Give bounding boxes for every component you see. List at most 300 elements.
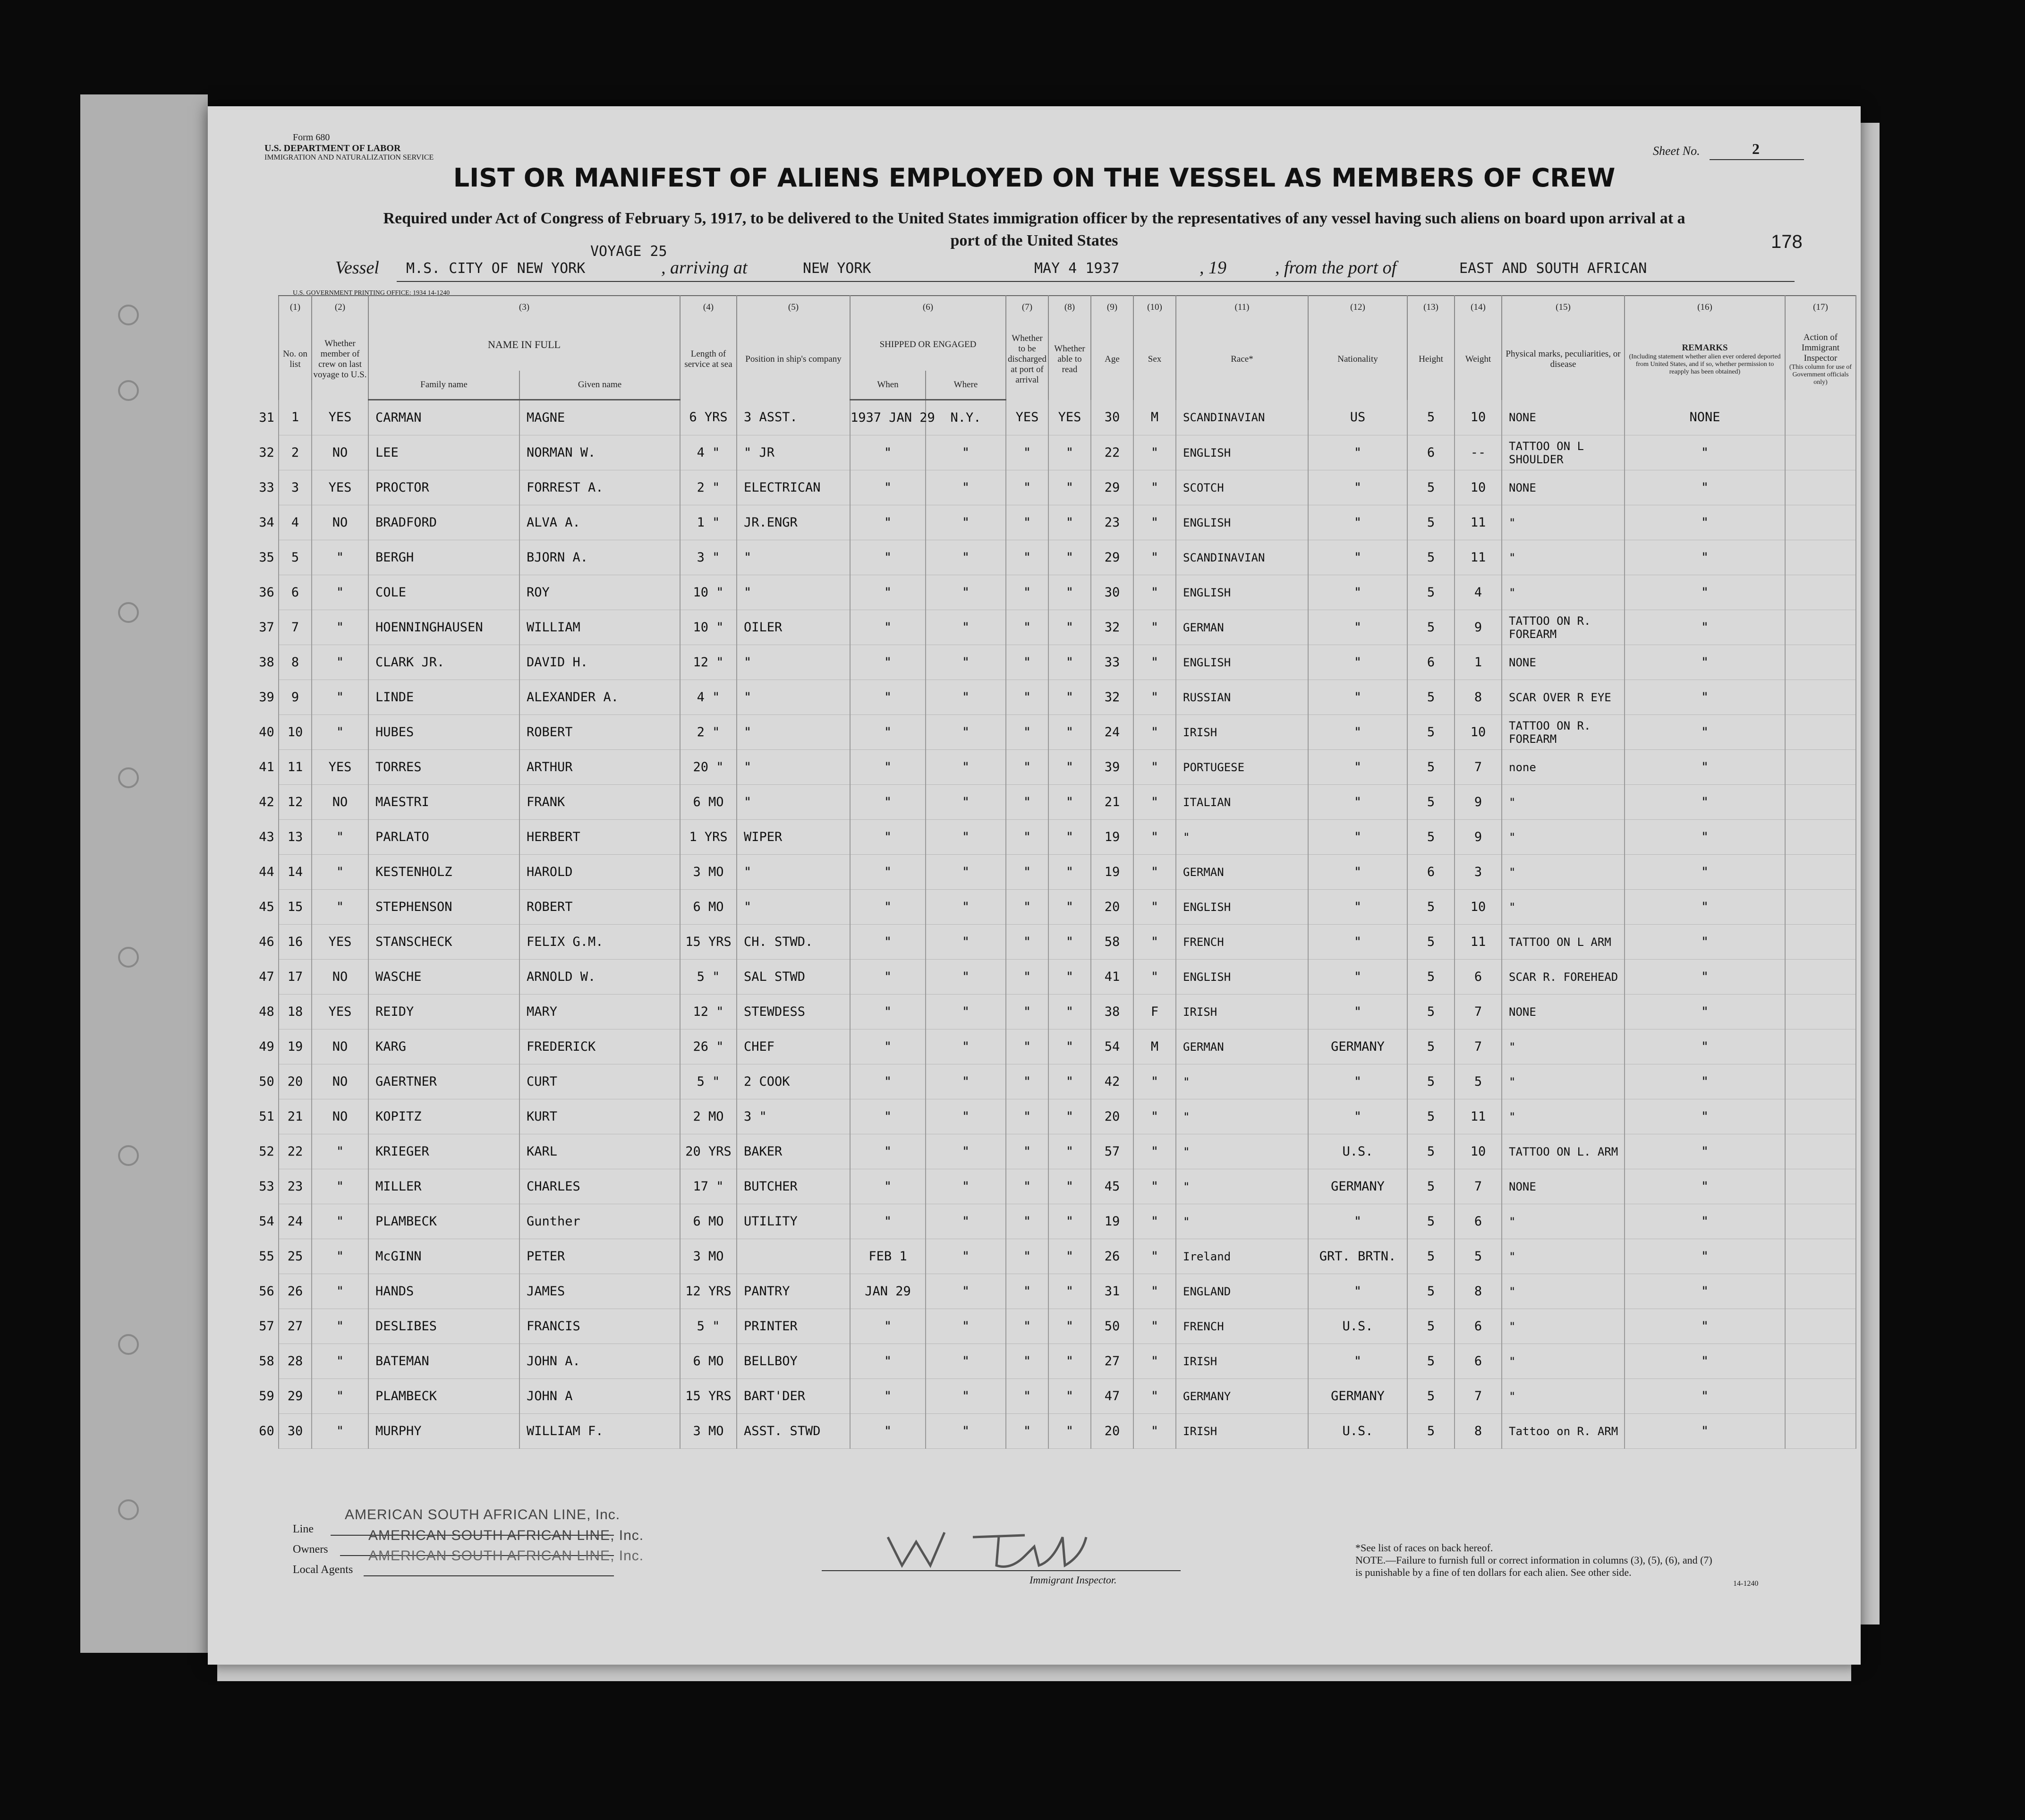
nationality: " [1308,750,1407,785]
last-voyage: " [312,1204,368,1239]
able-to-read: " [1048,1239,1091,1274]
able-to-read: " [1048,1379,1091,1414]
remarks: " [1625,855,1785,890]
race: SCOTCH [1176,470,1308,505]
physical-marks: NONE [1502,1169,1625,1204]
crew-manifest-table [255,295,1856,1449]
printing-office: U.S. GOVERNMENT PRINTING OFFICE: 1934 14-1240 [293,289,450,297]
row-number: 16 [279,925,312,960]
shipped-where: " [926,1134,1006,1169]
sex: " [1133,750,1176,785]
shipped-where: " [926,995,1006,1029]
family-name: REIDY [368,995,519,1029]
shipped-when: " [850,680,926,715]
inspector-action [1785,1379,1856,1414]
inspector-action [1785,1204,1856,1239]
nationality: " [1308,820,1407,855]
race: " [1176,1169,1308,1204]
family-name: LINDE [368,680,519,715]
shipped-when: " [850,1344,926,1379]
given-name: JOHN A. [519,1344,680,1379]
discharged: " [1006,750,1048,785]
page-line-number: 41 [259,760,274,774]
shipped-where: " [926,1344,1006,1379]
weight: 11 [1455,925,1502,960]
weight: 7 [1455,1029,1502,1064]
col-num-10: (10) [1133,296,1176,319]
col-header-weight: Weight [1455,319,1502,400]
weight: 4 [1455,575,1502,610]
physical-marks: TATTOO ON L. ARM [1502,1134,1625,1169]
able-to-read: " [1048,855,1091,890]
height: 5 [1407,750,1455,785]
given-name: JOHN A [519,1379,680,1414]
footer-form-code: 14-1240 [1733,1580,1759,1588]
row-number: 8 [279,645,312,680]
able-to-read: " [1048,750,1091,785]
service-length: 12 " [680,995,737,1029]
given-name: PETER [519,1239,680,1274]
discharged: " [1006,645,1048,680]
race: GERMAN [1176,610,1308,645]
sex: " [1133,1064,1176,1099]
col-header-position: Position in ship's company [737,319,850,400]
col-header-shipped: SHIPPED OR ENGAGED [850,319,1006,371]
row-number: 10 [279,715,312,750]
discharged: YES [1006,400,1048,435]
remarks: " [1625,1379,1785,1414]
weight: -- [1455,435,1502,470]
height: 5 [1407,505,1455,540]
remarks: " [1625,750,1785,785]
page-line-number: 31 [259,410,274,425]
race: Ireland [1176,1239,1308,1274]
age: 19 [1091,1204,1133,1239]
position: " JR [737,435,850,470]
shipped-where: " [926,1239,1006,1274]
row-number: 26 [279,1274,312,1309]
shipped-when: " [850,1379,926,1414]
given-name: DAVID H. [519,645,680,680]
service-length: 6 MO [680,785,737,820]
row-number: 18 [279,995,312,1029]
remarks: " [1625,890,1785,925]
physical-marks: NONE [1502,400,1625,435]
table-row [255,435,1856,470]
service-length: 5 " [680,960,737,995]
sex: " [1133,575,1176,610]
physical-marks: SCAR R. FOREHEAD [1502,960,1625,995]
arriving-label: , arriving at [661,258,748,278]
table-row [255,1344,1856,1379]
discharged: " [1006,1134,1048,1169]
family-name: GAERTNER [368,1064,519,1099]
inspector-action [1785,1029,1856,1064]
remarks: NONE [1625,400,1785,435]
able-to-read: " [1048,960,1091,995]
sex: " [1133,645,1176,680]
service-length: 5 " [680,1064,737,1099]
row-number: 22 [279,1134,312,1169]
races-note: *See list of races on back hereof. [1355,1542,1493,1554]
height: 5 [1407,995,1455,1029]
remarks: " [1625,1064,1785,1099]
shipped-when: " [850,645,926,680]
shipped-where: " [926,715,1006,750]
height: 6 [1407,645,1455,680]
position: 3 " [737,1099,850,1134]
position: JR.ENGR [737,505,850,540]
last-voyage: YES [312,995,368,1029]
service-length: 15 YRS [680,925,737,960]
shipped-when: " [850,890,926,925]
age: 20 [1091,1099,1133,1134]
department: U.S. DEPARTMENT OF LABOR [264,143,401,153]
discharged: " [1006,1029,1048,1064]
last-voyage: YES [312,925,368,960]
family-name: CLARK JR. [368,645,519,680]
table-row [255,505,1856,540]
sex: " [1133,1204,1176,1239]
weight: 8 [1455,1274,1502,1309]
age: 54 [1091,1029,1133,1064]
shipped-where: " [926,750,1006,785]
page-line-number: 57 [259,1319,274,1334]
last-voyage: NO [312,1099,368,1134]
sex: F [1133,995,1176,1029]
page-line-number: 58 [259,1354,274,1369]
height: 5 [1407,1134,1455,1169]
discharged: " [1006,960,1048,995]
race: IRISH [1176,1344,1308,1379]
discharged: " [1006,855,1048,890]
sheet-label: Sheet No. [1653,144,1700,158]
nationality: GRT. BRTN. [1308,1239,1407,1274]
inspector-action [1785,1239,1856,1274]
shipped-where: " [926,1274,1006,1309]
weight: 6 [1455,1204,1502,1239]
last-voyage: NO [312,435,368,470]
voyage: VOYAGE 25 [590,243,667,260]
able-to-read: " [1048,645,1091,680]
age: 19 [1091,855,1133,890]
sex: M [1133,1029,1176,1064]
age: 33 [1091,645,1133,680]
discharged: " [1006,995,1048,1029]
shipped-where: " [926,820,1006,855]
shipped-when: " [850,785,926,820]
family-name: WASCHE [368,960,519,995]
discharged: " [1006,610,1048,645]
sex: " [1133,1274,1176,1309]
table-row [255,1029,1856,1064]
given-name: KARL [519,1134,680,1169]
discharged: " [1006,925,1048,960]
age: 57 [1091,1134,1133,1169]
given-name: KURT [519,1099,680,1134]
service-length: 2 " [680,715,737,750]
sex: " [1133,890,1176,925]
discharged: " [1006,1414,1048,1449]
service-length: 5 " [680,1309,737,1344]
service-length: 20 YRS [680,1134,737,1169]
service-length: 26 " [680,1029,737,1064]
physical-marks: NONE [1502,645,1625,680]
given-name: ALEXANDER A. [519,680,680,715]
weight: 11 [1455,540,1502,575]
position: PRINTER [737,1309,850,1344]
race: SCANDINAVIAN [1176,400,1308,435]
nationality: " [1308,540,1407,575]
vessel-name: M.S. CITY OF NEW YORK [406,260,586,277]
inspector-signature [883,1518,1129,1575]
shipped-when: " [850,855,926,890]
inspector-action [1785,610,1856,645]
sex: " [1133,1309,1176,1344]
height: 5 [1407,890,1455,925]
discharged: " [1006,1169,1048,1204]
row-number: 25 [279,1239,312,1274]
height: 5 [1407,575,1455,610]
nationality: " [1308,1064,1407,1099]
inspector-action [1785,1309,1856,1344]
shipped-when: " [850,1169,926,1204]
able-to-read: " [1048,715,1091,750]
remarks: " [1625,925,1785,960]
shipped-when: " [850,470,926,505]
height: 5 [1407,540,1455,575]
row-number: 2 [279,435,312,470]
height: 5 [1407,1274,1455,1309]
family-name: McGINN [368,1239,519,1274]
inspector-action [1785,925,1856,960]
sex: " [1133,1239,1176,1274]
physical-marks: " [1502,1064,1625,1099]
last-voyage: NO [312,1029,368,1064]
last-voyage: " [312,820,368,855]
able-to-read: " [1048,435,1091,470]
line-label: Line [293,1523,314,1535]
row-number: 15 [279,890,312,925]
inspector-action [1785,750,1856,785]
table-row [255,540,1856,575]
table-row [255,855,1856,890]
race: FRENCH [1176,1309,1308,1344]
age: 32 [1091,680,1133,715]
service-length: 3 " [680,540,737,575]
page-line-number: 47 [259,970,274,984]
last-voyage: NO [312,1064,368,1099]
family-name: BRADFORD [368,505,519,540]
last-voyage: YES [312,400,368,435]
given-name: Gunther [519,1204,680,1239]
shipped-where: N.Y. [926,400,1006,435]
age: 23 [1091,505,1133,540]
binder-hole [118,1499,139,1520]
table-row [255,995,1856,1029]
shipped-when: " [850,820,926,855]
weight: 8 [1455,1414,1502,1449]
physical-marks: " [1502,540,1625,575]
race: IRISH [1176,715,1308,750]
remarks: " [1625,995,1785,1029]
race: ENGLISH [1176,575,1308,610]
vessel-underline [397,281,1795,282]
sex: " [1133,1379,1176,1414]
position: " [737,575,850,610]
service-length: 17 " [680,1169,737,1204]
page-line-number: 45 [259,900,274,914]
age: 50 [1091,1309,1133,1344]
race: SCANDINAVIAN [1176,540,1308,575]
row-number: 3 [279,470,312,505]
agents-label: Local Agents [293,1564,353,1576]
position: ASST. STWD [737,1414,850,1449]
family-name: KARG [368,1029,519,1064]
inspector-action [1785,540,1856,575]
physical-marks: " [1502,1344,1625,1379]
table-row [255,925,1856,960]
race: " [1176,1064,1308,1099]
physical-marks: none [1502,750,1625,785]
nationality: " [1308,1344,1407,1379]
shipped-where: " [926,610,1006,645]
col-num-14: (14) [1455,296,1502,319]
remarks: " [1625,1239,1785,1274]
table-row [255,750,1856,785]
page-line-number: 32 [259,445,274,460]
col-header-height: Height [1407,319,1455,400]
row-number: 9 [279,680,312,715]
sex: " [1133,540,1176,575]
table-row [255,1309,1856,1344]
remarks: " [1625,435,1785,470]
last-voyage: " [312,575,368,610]
age: 20 [1091,1414,1133,1449]
table-row [255,960,1856,995]
inspector-action [1785,1344,1856,1379]
remarks: " [1625,470,1785,505]
position: 2 COOK [737,1064,850,1099]
nationality: " [1308,435,1407,470]
page-line-number: 52 [259,1144,274,1159]
height: 5 [1407,1204,1455,1239]
row-number: 17 [279,960,312,995]
nationality: " [1308,680,1407,715]
owners-stamp: AMERICAN SOUTH AFRICAN LINE, Inc. [368,1528,644,1543]
nationality: " [1308,715,1407,750]
sheet-number: 2 [1752,140,1760,157]
shipped-when: " [850,540,926,575]
family-name: STANSCHECK [368,925,519,960]
service-length: 3 MO [680,855,737,890]
given-name: ROY [519,575,680,610]
remarks: " [1625,1274,1785,1309]
remarks: " [1625,1204,1785,1239]
service-length: 2 MO [680,1099,737,1134]
inspector-action [1785,1134,1856,1169]
inspector-action [1785,435,1856,470]
service-length: 4 " [680,435,737,470]
height: 5 [1407,1239,1455,1274]
able-to-read: " [1048,1099,1091,1134]
col-header-sex: Sex [1133,319,1176,400]
discharged: " [1006,505,1048,540]
shipped-where: " [926,1309,1006,1344]
service-length: 6 YRS [680,400,737,435]
col-num-12: (12) [1308,296,1407,319]
race: " [1176,1134,1308,1169]
physical-marks: Tattoo on R. ARM [1502,1414,1625,1449]
discharged: " [1006,435,1048,470]
agents-underline [364,1575,614,1576]
family-name: BATEMAN [368,1344,519,1379]
page-line-number: 54 [259,1214,274,1229]
race: GERMANY [1176,1379,1308,1414]
col-header-marks: Physical marks, peculiarities, or disease [1502,319,1625,400]
last-voyage: " [312,1169,368,1204]
last-voyage: NO [312,960,368,995]
family-name: MURPHY [368,1414,519,1449]
height: 5 [1407,1414,1455,1449]
row-number: 24 [279,1204,312,1239]
shipped-when: " [850,1134,926,1169]
service-length: 10 " [680,610,737,645]
table-row [255,1414,1856,1449]
given-name: FELIX G.M. [519,925,680,960]
table-row [255,785,1856,820]
service-length: 3 MO [680,1414,737,1449]
fine-note: NOTE.—Failure to furnish full or correct information in columns (3), (5), (6), and (7) [1355,1554,1712,1566]
weight: 6 [1455,1344,1502,1379]
remarks: " [1625,785,1785,820]
page-line-number: 36 [259,585,274,600]
row-number: 5 [279,540,312,575]
race: RUSSIAN [1176,680,1308,715]
page-line-number: 37 [259,620,274,635]
row-number: 30 [279,1414,312,1449]
shipped-where: " [926,1064,1006,1099]
table-row [255,715,1856,750]
sex: " [1133,435,1176,470]
col-num-17: (17) [1785,296,1856,319]
family-name: KOPITZ [368,1099,519,1134]
position: " [737,540,850,575]
table-row [255,645,1856,680]
nationality: " [1308,610,1407,645]
col-num-4: (4) [680,296,737,319]
given-name: FORREST A. [519,470,680,505]
page-line-number: 35 [259,550,274,565]
last-voyage: " [312,645,368,680]
service-length: 1 YRS [680,820,737,855]
inspector-action [1785,890,1856,925]
service-length: 6 MO [680,1344,737,1379]
sex: " [1133,1099,1176,1134]
discharged: " [1006,575,1048,610]
page-line-number: 43 [259,830,274,844]
race: " [1176,820,1308,855]
shipped-when: " [850,1414,926,1449]
remarks: " [1625,540,1785,575]
service-length: 1 " [680,505,737,540]
weight: 10 [1455,890,1502,925]
physical-marks: " [1502,1029,1625,1064]
remarks: " [1625,1344,1785,1379]
shipped-where: " [926,1029,1006,1064]
col-header-discharged: Whether to be discharged at port of arrival [1006,319,1048,400]
last-voyage: " [312,715,368,750]
